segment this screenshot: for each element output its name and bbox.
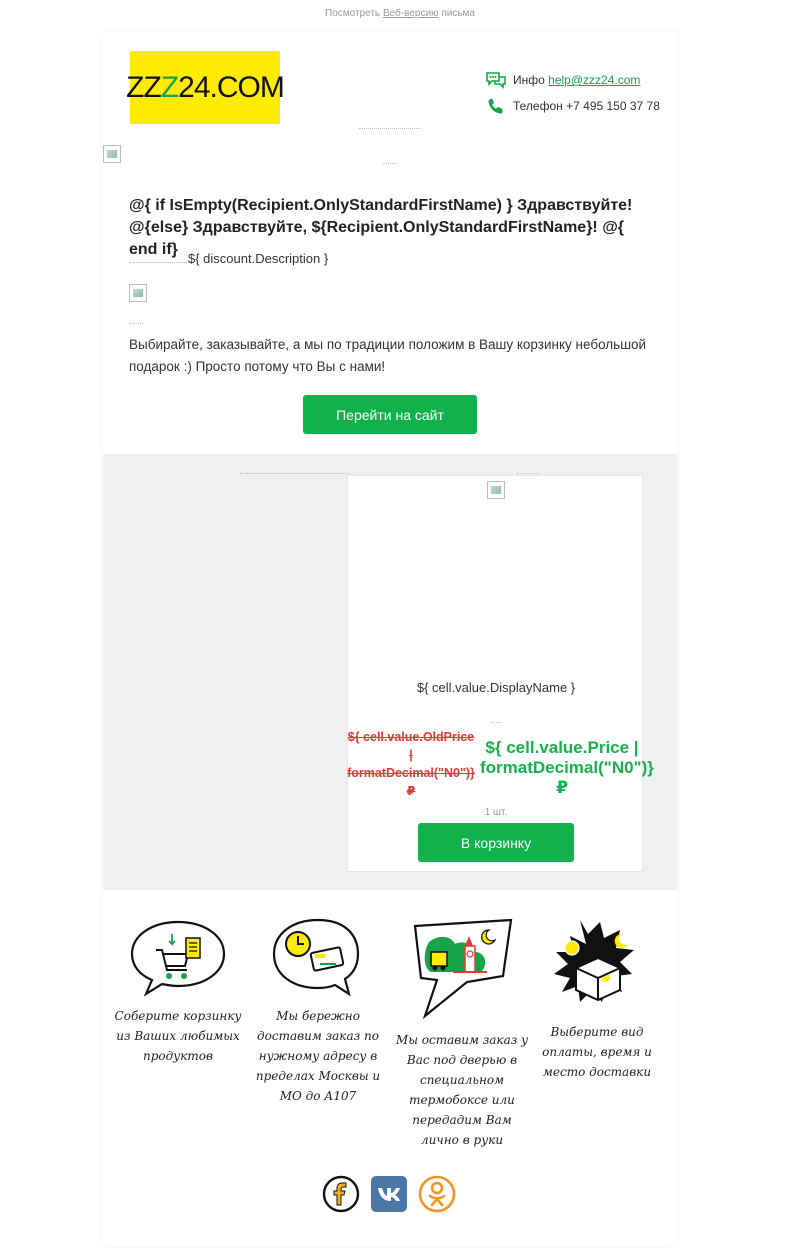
product-name[interactable]: ${ cell.value.DisplayName } xyxy=(416,680,576,695)
price-value: ${ cell.value.Price | formatDecimal("N0")} xyxy=(480,738,654,777)
phone-number[interactable]: +7 495 150 37 78 xyxy=(566,99,660,113)
feature-item xyxy=(113,916,243,1066)
contact-info-row xyxy=(485,67,660,93)
discount-description: ${ discount.Description } xyxy=(188,251,329,266)
old-price-value: ${ cell.value.OldPrice | formatDecimal("N0")} xyxy=(347,730,475,780)
logo-part-3: 24.COM xyxy=(178,70,284,104)
broken-image-icon xyxy=(129,284,147,302)
feature-caption: Выберите вид оплаты, время и место доставки xyxy=(542,1025,652,1079)
broken-image-icon xyxy=(103,145,121,163)
product-quantity: 1 шт. xyxy=(484,807,508,818)
divider-dots xyxy=(240,473,350,474)
product-section xyxy=(103,454,677,890)
facebook-icon[interactable] xyxy=(322,1175,360,1213)
phone-icon xyxy=(485,96,507,116)
email-link[interactable]: help@zzz24.com xyxy=(548,73,641,87)
feature-item xyxy=(532,916,662,1082)
intro-text: Выбирайте, заказывайте, а мы по традиции положим в Вашу корзинку небольшой подарок :) Просто потому что Вы с нами! xyxy=(129,337,647,374)
brand-logo[interactable] xyxy=(126,51,284,124)
current-price xyxy=(480,738,654,798)
feature-caption: Мы бережно доставим заказ по нужному адресу в пределах Москвы и МО до А107 xyxy=(255,1009,381,1103)
webversion-prefix: Посмотреть xyxy=(325,8,381,19)
divider-dots xyxy=(359,128,421,129)
divider-dots xyxy=(129,262,187,263)
product-image[interactable] xyxy=(487,481,505,499)
divider-dots xyxy=(383,163,397,164)
email-card xyxy=(103,32,677,1246)
night-box-icon xyxy=(542,916,652,1012)
contact-phone-row xyxy=(485,93,660,119)
old-price xyxy=(345,728,477,800)
basket-bubble-icon xyxy=(126,916,230,996)
ok-icon[interactable] xyxy=(418,1175,456,1213)
info-label: Инфо xyxy=(513,73,545,87)
logo-part-1: ZZ xyxy=(126,70,161,104)
logo-part-2: Z xyxy=(160,70,179,104)
product-card xyxy=(347,475,654,872)
go-to-site-button[interactable]: Перейти на сайт xyxy=(303,395,477,434)
webversion-link[interactable]: Веб-версию xyxy=(382,8,439,19)
feature-caption: Мы оставим заказ у Вас под дверью в специальном термобоксе или передадим Вам лично в руки xyxy=(395,1033,529,1147)
vk-icon[interactable] xyxy=(370,1175,408,1213)
divider-dots xyxy=(129,323,143,324)
price-currency: ₽ xyxy=(556,778,568,797)
divider-dots xyxy=(491,722,501,723)
feature-item xyxy=(392,916,532,1150)
social-links xyxy=(322,1175,462,1213)
feature-caption: Соберите корзинку из Ваших любимых продуктов xyxy=(114,1009,242,1063)
thermobox-door-icon xyxy=(407,916,517,1020)
feature-item xyxy=(253,916,383,1106)
delivery-card-bubble-icon xyxy=(266,916,370,996)
divider-dots xyxy=(517,473,539,474)
phone-label: Телефон xyxy=(513,99,563,113)
old-price-currency: ₽ xyxy=(406,784,416,798)
greeting-line-2: @{else} Здравствуйте, ${Recipient.OnlyStandardFirstName}! @{ end if} xyxy=(129,219,625,258)
webversion-suffix: письма xyxy=(441,8,475,19)
add-to-cart-button[interactable]: В корзинку xyxy=(418,823,574,862)
greeting-line-1: @{ if IsEmpty(Recipient.OnlyStandardFirstName) } Здравствуйте! xyxy=(129,197,633,214)
webversion-line xyxy=(0,8,800,19)
contacts-block xyxy=(485,67,660,119)
chat-icon xyxy=(485,70,507,90)
